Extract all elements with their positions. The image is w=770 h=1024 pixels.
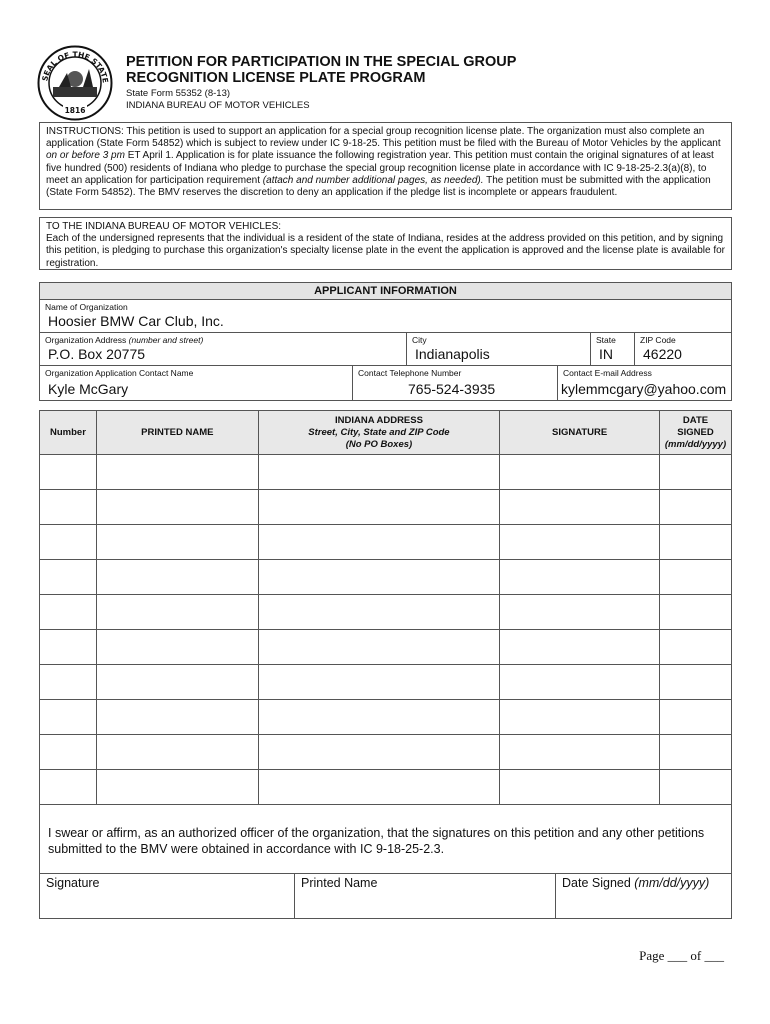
- signature-table-row: [40, 700, 732, 735]
- form-title-line2: RECOGNITION LICENSE PLATE PROGRAM: [126, 70, 426, 86]
- row-number-cell[interactable]: [40, 595, 97, 630]
- officer-date-hint: (mm/dd/yyyy): [634, 876, 710, 890]
- org-address-label: Organization Address: [45, 335, 127, 345]
- state-label: State: [596, 335, 616, 345]
- signature-table-row: [40, 595, 732, 630]
- row-printed-name-cell[interactable]: [96, 665, 258, 700]
- contact-phone-cell[interactable]: [353, 366, 558, 400]
- row-address-cell[interactable]: [258, 770, 500, 805]
- row-signature-cell[interactable]: [500, 455, 660, 490]
- org-name-cell[interactable]: [40, 300, 731, 333]
- row-printed-name-cell[interactable]: [96, 490, 258, 525]
- col-header-address-title: INDIANA ADDRESS: [334, 414, 423, 426]
- row-printed-name-cell[interactable]: [96, 700, 258, 735]
- row-date-cell[interactable]: [660, 595, 732, 630]
- form-title: [126, 54, 516, 86]
- state-cell[interactable]: [591, 333, 635, 366]
- row-signature-cell[interactable]: [500, 700, 660, 735]
- row-printed-name-cell[interactable]: [96, 770, 258, 805]
- col-header-number: Number: [40, 411, 97, 455]
- instructions-text-3: The petition must be submitted with the application (State Form 54852). The BMV reserves the discretion to deny an application if the pledge list is incomplete or appears fraudulent.: [46, 174, 711, 199]
- row-printed-name-cell[interactable]: [96, 595, 258, 630]
- row-number-cell[interactable]: [40, 735, 97, 770]
- page-number-field: Page ___ of ___: [639, 948, 724, 963]
- row-signature-cell[interactable]: [500, 560, 660, 595]
- col-header-address: [258, 411, 500, 455]
- signature-table-row: [40, 560, 732, 595]
- row-address-cell[interactable]: [258, 525, 500, 560]
- row-address-cell[interactable]: [258, 595, 500, 630]
- row-printed-name-cell[interactable]: [96, 455, 258, 490]
- zip-label: ZIP Code: [640, 335, 676, 345]
- svg-text:1816: 1816: [64, 106, 86, 115]
- col-header-date-title1: DATE: [682, 414, 709, 426]
- row-address-cell[interactable]: [258, 630, 500, 665]
- col-header-date-title2: SIGNED: [677, 426, 714, 438]
- signature-table-row: [40, 735, 732, 770]
- org-name-label: Name of Organization: [45, 302, 128, 312]
- col-header-printed-name: PRINTED NAME: [96, 411, 258, 455]
- row-date-cell[interactable]: [660, 455, 732, 490]
- row-address-cell[interactable]: [258, 560, 500, 595]
- row-date-cell[interactable]: [660, 490, 732, 525]
- city-label: City: [412, 335, 427, 345]
- signature-table-row: [40, 525, 732, 560]
- row-address-cell[interactable]: [258, 455, 500, 490]
- contact-phone-label: Contact Telephone Number: [358, 368, 462, 378]
- row-number-cell[interactable]: [40, 665, 97, 700]
- city-value[interactable]: Indianapolis: [415, 346, 490, 362]
- row-number-cell[interactable]: [40, 560, 97, 595]
- row-number-cell[interactable]: [40, 770, 97, 805]
- org-address-value[interactable]: P.O. Box 20775: [48, 346, 146, 362]
- form-number: State Form 55352 (8-13): [126, 88, 231, 99]
- agency-name: INDIANA BUREAU OF MOTOR VEHICLES: [126, 100, 310, 111]
- signature-table-header: [40, 411, 732, 455]
- row-number-cell[interactable]: [40, 490, 97, 525]
- affirmation-text: I swear or affirm, as an authorized officer of the organization, that the signatures on this petition and any other petitions submitted to the BMV were obtained in accordance with IC 9-18-25-2.3.: [48, 826, 705, 856]
- org-name-value[interactable]: Hoosier BMW Car Club, Inc.: [48, 313, 224, 329]
- signature-table-row: [40, 455, 732, 490]
- row-number-cell[interactable]: [40, 700, 97, 735]
- contact-email-label: Contact E-mail Address: [563, 368, 652, 378]
- form-title-line1: PETITION FOR PARTICIPATION IN THE SPECIAL GROUP: [126, 54, 517, 70]
- city-cell[interactable]: [407, 333, 591, 366]
- declaration-box: [39, 217, 732, 270]
- affirmation-box: [39, 804, 732, 919]
- row-signature-cell[interactable]: [500, 630, 660, 665]
- applicant-info-heading: APPLICANT INFORMATION: [40, 283, 731, 300]
- contact-email-cell[interactable]: [558, 366, 731, 400]
- pledge-signature-table: [39, 410, 732, 805]
- declaration-heading: TO THE INDIANA BUREAU OF MOTOR VEHICLES:: [46, 221, 282, 232]
- contact-name-cell[interactable]: [40, 366, 353, 400]
- row-date-cell[interactable]: [660, 525, 732, 560]
- officer-printed-name-cell[interactable]: [295, 873, 556, 919]
- row-signature-cell[interactable]: [500, 735, 660, 770]
- row-date-cell[interactable]: [660, 700, 732, 735]
- row-date-cell[interactable]: [660, 665, 732, 700]
- row-date-cell[interactable]: [660, 735, 732, 770]
- row-date-cell[interactable]: [660, 630, 732, 665]
- col-header-signature: SIGNATURE: [500, 411, 660, 455]
- state-value[interactable]: IN: [599, 346, 613, 362]
- officer-printed-name-label: Printed Name: [301, 876, 378, 890]
- zip-value[interactable]: 46220: [643, 346, 682, 362]
- col-header-date-format: (mm/dd/yyyy): [664, 438, 727, 450]
- officer-signature-cell[interactable]: [40, 873, 295, 919]
- row-number-cell[interactable]: [40, 455, 97, 490]
- row-signature-cell[interactable]: [500, 490, 660, 525]
- row-signature-cell[interactable]: [500, 595, 660, 630]
- row-printed-name-cell[interactable]: [96, 560, 258, 595]
- signature-table-body: [40, 455, 732, 805]
- row-number-cell[interactable]: [40, 630, 97, 665]
- signature-table-row: [40, 665, 732, 700]
- row-printed-name-cell[interactable]: [96, 735, 258, 770]
- org-address-hint: (number and street): [128, 335, 204, 345]
- row-signature-cell[interactable]: [500, 665, 660, 700]
- contact-name-value[interactable]: Kyle McGary: [48, 381, 129, 397]
- contact-phone-value[interactable]: 765-524-3935: [408, 381, 496, 397]
- instructions-text-2: ET April 1. Application is for plate issuance the following registration year. This petition must contain the original signatures of at least five hundred (500) residents of Indiana who pledge to purchase the special group recognition license plate in accordance with IC 9-18-25-2.3(a)(8), to meet an application for participation requirement: [46, 150, 714, 186]
- applicant-info-section: [39, 282, 732, 401]
- col-header-address-sub: Street, City, State and ZIP Code: [308, 426, 450, 438]
- col-header-date: [660, 411, 732, 455]
- row-address-cell[interactable]: [258, 665, 500, 700]
- officer-date-cell[interactable]: [556, 873, 731, 919]
- row-signature-cell[interactable]: [500, 525, 660, 560]
- signature-table-row: [40, 490, 732, 525]
- svg-text:SEAL OF THE STATE OF INDIANA: SEAL OF THE STATE: [40, 49, 110, 84]
- row-date-cell[interactable]: [660, 560, 732, 595]
- row-date-cell[interactable]: [660, 770, 732, 805]
- declaration-body: Each of the undersigned represents that the individual is a resident of the state of Indiana, resides at the address provided on this petition, and by signing this petition, is pledging to purchase this organization's specialty license plate in the event the application is approved and the license plate is available for registration.: [46, 233, 725, 269]
- signature-table-row: [40, 630, 732, 665]
- zip-cell[interactable]: [635, 333, 731, 366]
- row-signature-cell[interactable]: [500, 770, 660, 805]
- contact-email-value[interactable]: kylemmcgary@yahoo.com: [561, 381, 727, 397]
- instructions-text-1: INSTRUCTIONS: This petition is used to support an application for a special group recognition license plate. The organization must also complete an application (State Form 54852) which is subject to review under IC 9-18-25. This petition must be filed with the Bureau of Motor Vehicles by the applicant: [46, 126, 721, 150]
- contact-name-label: Organization Application Contact Name: [45, 368, 194, 378]
- row-printed-name-cell[interactable]: [96, 630, 258, 665]
- instructions-box: [39, 122, 732, 210]
- col-header-address-note: (No PO Boxes): [345, 438, 413, 450]
- row-printed-name-cell[interactable]: [96, 525, 258, 560]
- org-address-cell[interactable]: [40, 333, 407, 366]
- row-number-cell[interactable]: [40, 525, 97, 560]
- signature-table-row: [40, 770, 732, 805]
- row-address-cell[interactable]: [258, 735, 500, 770]
- officer-date-label: Date Signed: [562, 876, 631, 890]
- row-address-cell[interactable]: [258, 700, 500, 735]
- instructions-deadline: on or before 3 pm: [46, 150, 125, 162]
- officer-signature-label: Signature: [46, 876, 100, 890]
- row-address-cell[interactable]: [258, 490, 500, 525]
- instructions-attach-note: (attach and number additional pages, as needed).: [262, 174, 484, 186]
- state-seal-logo: [37, 45, 113, 121]
